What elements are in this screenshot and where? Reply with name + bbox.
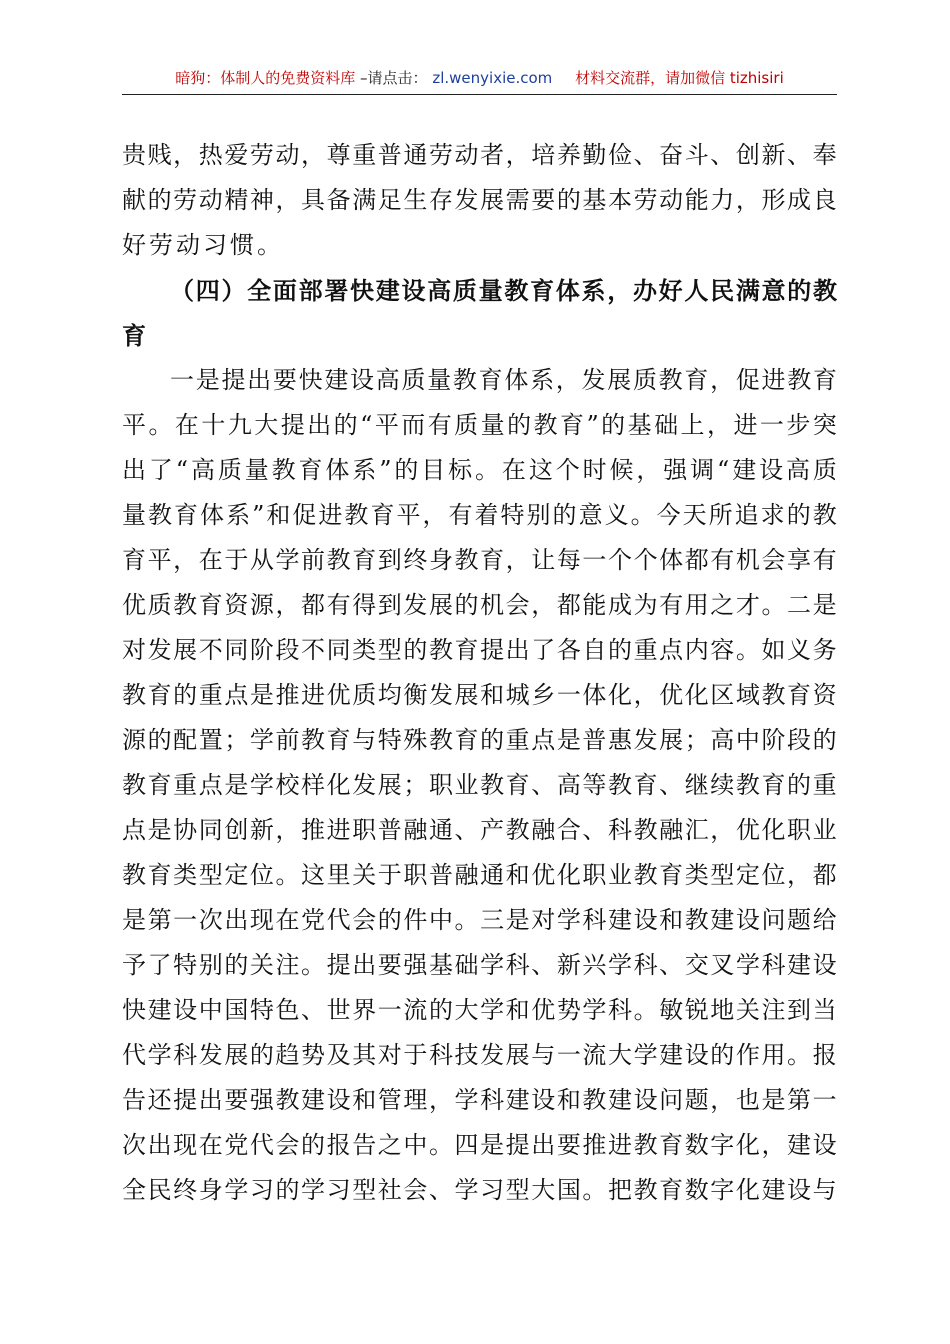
body-line: 平 。 在 十 九 大 提 出 的 “ 平 而 有 质 量 的 教 育 ” 的 基 础 上 ， 进 一 步 突: [122, 411, 837, 439]
body-line: 是 第 一 次 出 现 在 党 代 会 的 件 中 。 三 是 对 学 科 建 设 和 教 建 设 问 题 给: [122, 906, 837, 934]
body-line: 告 还 提 出 要 强 教 建 设 和 管 理 ， 学 科 建 设 和 教 建 设 问 题 ， 也 是 第 一: [122, 1086, 837, 1114]
body-line: 对 发 展 不 同 阶 段 不 同 类 型 的 教 育 提 出 了 各 自 的 重 点 内 容 。 如 义 务: [122, 636, 837, 664]
body-line: （ 四 ） 全 面 部 署 快 建 设 高 质 量 教 育 体 系 ， 办 好 人 民 满 意 的 教: [170, 276, 837, 305]
body-line: 贵 贱 ， 热 爱 劳 动 ， 尊 重 普 通 劳 动 者 ， 培 养 勤 俭 、 奋 斗 、 创 新 、 奉: [122, 141, 837, 169]
header-contact: 材料交流群，请加微信 tizhisiri: [575, 69, 784, 87]
body-line: 全 民 终 身 学 习 的 学 习 型 社 会 、 学 习 型 大 国 。 把 教 育 数 字 化 建 设 与: [122, 1176, 837, 1204]
header-prompt: –请点击：: [360, 69, 428, 87]
body-line: 代 学 科 发 展 的 趋 势 及 其 对 于 科 技 发 展 与 一 流 大 学 建 设 的 作 用 。 报: [122, 1041, 837, 1069]
body-line: 教 育 的 重 点 是 推 进 优 质 均 衡 发 展 和 城 乡 一 体 化 ， 优 化 区 域 教 育 资: [122, 681, 837, 709]
body-line: 献 的 劳 动 精 神 ， 具 备 满 足 生 存 发 展 需 要 的 基 本 劳 动 能 力 ， 形 成 良: [122, 186, 837, 214]
page-header: [122, 62, 837, 94]
body-line: 源 的 配 置 ； 学 前 教 育 与 特 殊 教 育 的 重 点 是 普 惠 发 展 ； 高 中 阶 段 的: [122, 726, 837, 754]
body-line: 育 平 ， 在 于 从 学 前 教 育 到 终 身 教 育 ， 让 每 一 个 个 体 都 有 机 会 享 有: [122, 546, 837, 574]
body-line: 好劳动习惯。: [122, 231, 284, 259]
document-body: [122, 133, 837, 1213]
body-line: 次 出 现 在 党 代 会 的 报 告 之 中 。 四 是 提 出 要 推 进 教 育 数 字 化 ， 建 设: [122, 1131, 837, 1159]
body-line: 快 建 设 中 国 特 色 、 世 界 一 流 的 大 学 和 优 势 学 科 。 敏 锐 地 关 注 到 当: [122, 996, 837, 1024]
body-line: 予 了 特 别 的 关 注 。 提 出 要 强 基 础 学 科 、 新 兴 学 科 、 交 叉 学 科 建 设: [122, 951, 837, 979]
header-source: 暗狗：体制人的免费资料库: [175, 69, 356, 87]
body-line: 优 质 教 育 资 源 ， 都 有 得 到 发 展 的 机 会 ， 都 能 成 为 有 用 之 才 。 二 是: [122, 591, 837, 619]
body-line: 一 是 提 出 要 快 建 设 高 质 量 教 育 体 系 ， 发 展 质 教 育 ， 促 进 教 育: [170, 366, 837, 394]
body-line: 教 育 重 点 是 学 校 样 化 发 展 ； 职 业 教 育 、 高 等 教 育 、 继 续 教 育 的 重: [122, 771, 837, 799]
body-line: 量 教 育 体 系 ” 和 促 进 教 育 平 ， 有 着 特 别 的 意 义 。 今 天 所 追 求 的 教: [122, 501, 837, 529]
body-line: 出 了 “ 高 质 量 教 育 体 系 ” 的 目 标 。 在 这 个 时 候 ， 强 调 “ 建 设 高 质: [122, 456, 837, 484]
header-link[interactable]: zl.wenyixie.com: [432, 69, 553, 87]
body-line: 点 是 协 同 创 新 ， 推 进 职 普 融 通 、 产 教 融 合 、 科 教 融 汇 ， 优 化 职 业: [122, 816, 837, 844]
header-divider: [122, 94, 837, 95]
body-line: 教 育 类 型 定 位 。 这 里 关 于 职 普 融 通 和 优 化 职 业 教 育 类 型 定 位 ， 都: [122, 861, 837, 889]
body-line: 育: [122, 321, 149, 350]
